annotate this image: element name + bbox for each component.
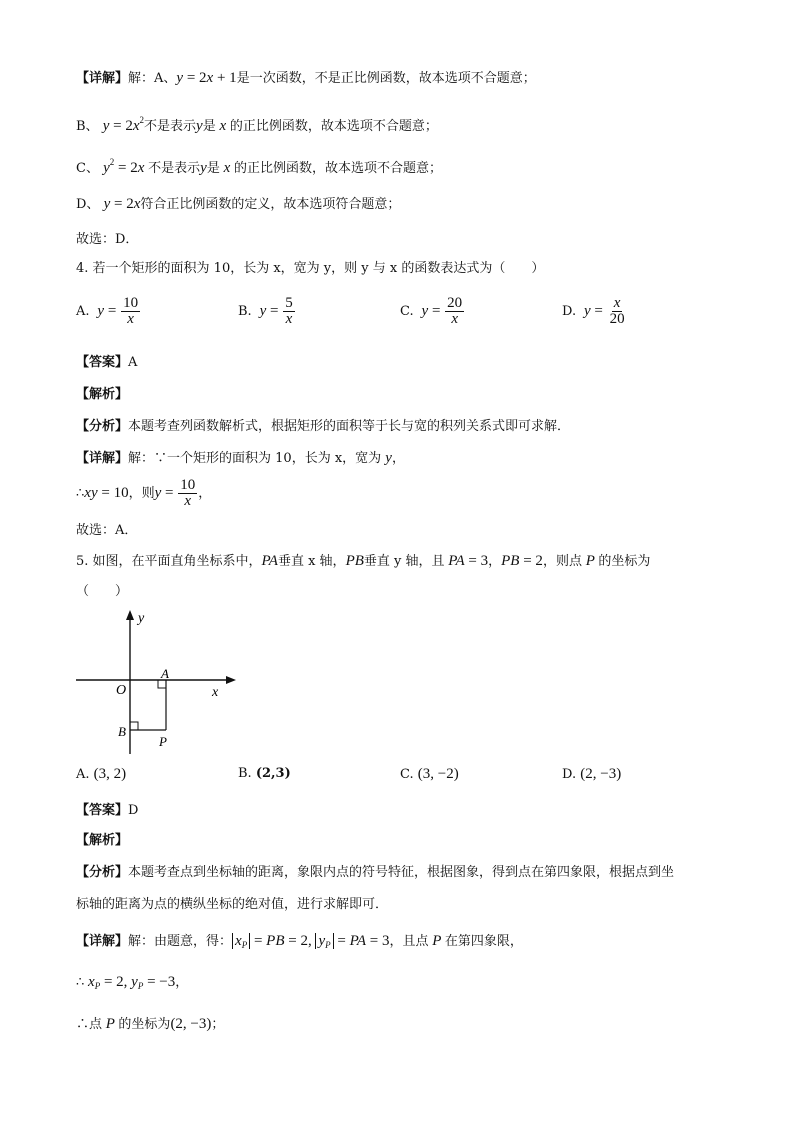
math-expr: x	[206, 70, 214, 86]
detail-text: 解：由题意，得：	[128, 934, 233, 949]
q4-conclusion: 故选：A．	[76, 523, 138, 538]
answer-value: A	[128, 355, 138, 370]
q4-derivation	[76, 478, 211, 509]
denominator: x	[127, 311, 134, 327]
q3-d-text: 符合正比例函数的定义，故本选项符合题意；	[140, 197, 401, 212]
q5-therefore-2	[76, 1014, 224, 1035]
math-expr: = 2	[114, 160, 138, 176]
x-axis-arrow	[226, 676, 236, 684]
math-expr: PB	[345, 553, 364, 569]
q3-a-text: 是一次函数，不是正比例函数，故本选项不合题意；	[236, 71, 536, 86]
label-y: y	[138, 611, 145, 626]
math-expr: PA	[349, 933, 367, 949]
q5-fenxi-2: 标轴的距离为点的横纵坐标的绝对值，进行求解即可．	[76, 897, 389, 912]
option-label: B.	[238, 766, 252, 781]
label-a: A	[161, 666, 169, 681]
math-expr: $x^2$	[132, 115, 145, 134]
therefore-end: ；	[211, 1017, 225, 1032]
option-value: (2, −3)	[580, 766, 622, 782]
option-value: (3, 2)	[93, 766, 127, 782]
q5-stem-text4: ，则点	[542, 554, 582, 569]
detail-mid: ，且点	[389, 934, 429, 949]
fenxi-text: 本题考查列函数解析式，根据矩形的面积等于长与宽的积列关系式即可求解．	[128, 419, 571, 434]
q4-analysis-tag	[76, 385, 128, 405]
math-expr: = 2,	[100, 974, 132, 990]
option-label: C.	[400, 304, 414, 319]
math-expr: =	[250, 933, 267, 949]
denominator: x	[184, 493, 192, 509]
math-expr: = 3	[464, 553, 489, 569]
q5-stem: 5. 如图，在平面直角坐标系中，PA垂直 x 轴，PB垂直 y 轴，且 PA = 3，PB = 2，则点 P 的坐标为	[76, 553, 651, 569]
math-expr: $y_P$	[131, 974, 144, 991]
numerator: 20	[447, 295, 463, 311]
math-expr: =	[333, 933, 350, 949]
math-expr: P	[102, 1016, 119, 1032]
q4-option-a[interactable]	[76, 296, 141, 327]
math-expr: PA	[261, 553, 278, 569]
math-expr: y	[93, 303, 105, 319]
math-expr: = 10	[97, 485, 129, 501]
label-b: B	[118, 724, 126, 739]
option-label: D.	[562, 304, 577, 319]
math-expr: y	[103, 196, 111, 212]
numerator: 10	[123, 295, 139, 311]
math-expr: = 2	[183, 70, 207, 86]
math-expr: =	[161, 485, 178, 501]
math-expr: =	[104, 303, 121, 319]
q5-detail	[76, 931, 523, 955]
math-expr: y	[417, 303, 429, 319]
q3-d-prefix: D、	[76, 197, 100, 212]
fraction	[283, 296, 295, 327]
fenxi-tag: 【分析】	[76, 865, 129, 880]
math-expr: y	[580, 303, 591, 319]
therefore-sign: ∴	[76, 486, 85, 501]
math-expr: PA	[444, 553, 465, 569]
option-value: (3, −2)	[417, 766, 459, 782]
detail-tag: 【详解】	[76, 934, 129, 949]
math-expr: =	[266, 303, 283, 319]
q4-detail	[76, 448, 405, 469]
q5-analysis-tag	[76, 831, 128, 851]
math-expr: x	[137, 160, 149, 176]
math-expr: = 2	[519, 553, 543, 569]
math-expr: PB	[266, 933, 285, 949]
detail-tag: 【详解】	[76, 451, 129, 466]
q4-option-c[interactable]	[400, 296, 465, 327]
option-value: (2,3)	[255, 766, 291, 781]
math-expr: $x_P$	[84, 974, 101, 991]
math-expr: y	[176, 70, 184, 86]
math-expr: x	[215, 118, 230, 134]
q3-b-prefix: B、	[76, 119, 99, 134]
detail-end: 在第四象限，	[444, 934, 523, 949]
q3-b-text: 不是表示	[144, 119, 197, 134]
math-expr: + 1	[213, 70, 237, 86]
q3-lead: 解：A、	[128, 71, 177, 86]
q5-option-b[interactable]	[238, 764, 291, 784]
math-expr: y	[154, 485, 162, 501]
option-label: B.	[238, 304, 252, 319]
right-angle-b	[130, 722, 138, 730]
q4-option-b[interactable]	[238, 296, 296, 327]
analysis-tag: 【解析】	[76, 833, 129, 848]
denominator: x	[451, 311, 458, 327]
denominator: x	[285, 311, 293, 327]
q5-stem-text5: 的坐标为	[598, 554, 651, 569]
q4-fenxi	[76, 417, 570, 437]
detail-end: ，	[391, 451, 405, 466]
math-expr: $x_P$	[232, 933, 250, 949]
q3-c-text3: 的正比例函数，故本选项不合题意；	[234, 161, 443, 176]
q3-d-line	[76, 194, 400, 215]
fraction	[121, 296, 140, 327]
math-expr: = 3	[366, 933, 390, 949]
math-expr: $y_P$	[315, 933, 333, 949]
math-expr: y	[196, 118, 203, 134]
fraction	[608, 296, 627, 327]
therefore-sign: ∴	[76, 975, 85, 990]
q3-conclusion: 故选：D．	[76, 232, 139, 247]
q3-c-prefix: C、	[76, 161, 99, 176]
coordinate-figure	[72, 608, 242, 758]
fenxi-text: 本题考查点到坐标轴的距离，象限内点的符号特征，根据图象，得到点在第四象限，根据点到坐	[128, 865, 675, 880]
q5-therefore-1: ∴ $x_P = 2$, $y_P = -3$，	[76, 974, 189, 991]
answer-tag: 【答案】	[76, 803, 129, 818]
math-expr: $y^2$	[103, 157, 115, 176]
fenxi-tag: 【分析】	[76, 419, 129, 434]
math-expr: = 2	[109, 118, 133, 134]
q5-fenxi-1	[76, 863, 674, 883]
math-expr: y	[255, 303, 267, 319]
q4-option-d[interactable]	[562, 296, 628, 327]
therefore-text2: 的坐标为	[118, 1017, 171, 1032]
numerator: 5	[285, 295, 293, 311]
fraction	[445, 296, 464, 327]
math-expr: = 2	[110, 196, 134, 212]
q4-stem: 4. 若一个矩形的面积为 10，长为 x，宽为 y，则 y 与 x 的函数表达式为（ ）	[76, 261, 545, 276]
option-label: C.	[400, 767, 414, 782]
q3-b-text3: 的正比例函数，故本选项不合题意；	[229, 119, 438, 134]
math-expr: =	[590, 303, 607, 319]
then-text: ，则	[128, 486, 155, 501]
math-expr: xy	[84, 485, 98, 501]
q5-paren: （ ）	[76, 584, 129, 599]
q3-b-line	[76, 110, 438, 137]
label-p: P	[159, 734, 167, 749]
denominator: 20	[609, 311, 625, 327]
q3-c-text: 不是表示	[148, 161, 201, 176]
comma: ，	[198, 486, 212, 501]
right-angle-a	[158, 680, 166, 688]
q5-option-d[interactable]	[562, 764, 621, 785]
math-expr: = 2,	[284, 933, 316, 949]
q3-detail-line	[76, 68, 536, 89]
q5-answer	[76, 801, 138, 821]
numerator: 10	[180, 477, 196, 493]
q5-option-c[interactable]	[400, 764, 459, 785]
math-expr: =	[428, 303, 445, 319]
answer-value: D	[128, 803, 139, 818]
fraction	[178, 478, 197, 509]
math-expr: y	[200, 160, 207, 176]
math-expr: x	[219, 160, 235, 176]
detail-tag: 【详解】	[76, 71, 129, 86]
math-expr: = −3	[143, 974, 176, 990]
math-expr: x	[133, 196, 141, 212]
math-expr: (2, −3)	[170, 1016, 212, 1032]
q5-option-a[interactable]	[76, 764, 126, 785]
option-label: A.	[76, 304, 90, 319]
option-label: A.	[76, 767, 90, 782]
q3-c-line	[76, 152, 442, 179]
y-axis-arrow	[126, 610, 134, 620]
detail-text: 解：∵一个矩形的面积为 10，长为 x，宽为	[128, 451, 386, 466]
label-o: O	[116, 683, 127, 698]
therefore-text: ∴点	[76, 1017, 103, 1032]
q3-c-text2: 是	[206, 161, 220, 176]
q5-stem-text2: 垂直 x 轴，	[277, 554, 346, 569]
math-expr: P	[581, 553, 599, 569]
q5-stem-text3: 垂直 y 轴，且	[363, 554, 445, 569]
q3-b-text2: 是	[202, 119, 216, 134]
label-x: x	[212, 685, 219, 700]
answer-tag: 【答案】	[76, 355, 129, 370]
math-expr: y	[385, 450, 392, 466]
q5-stem-text: 5. 如图，在平面直角坐标系中，	[76, 554, 262, 569]
math-expr: y	[102, 118, 110, 134]
math-expr: PB	[501, 553, 520, 569]
q4-answer	[76, 353, 137, 373]
numerator: x	[613, 295, 621, 311]
math-expr: P	[428, 933, 445, 949]
option-label: D.	[562, 767, 577, 782]
analysis-tag: 【解析】	[76, 387, 129, 402]
